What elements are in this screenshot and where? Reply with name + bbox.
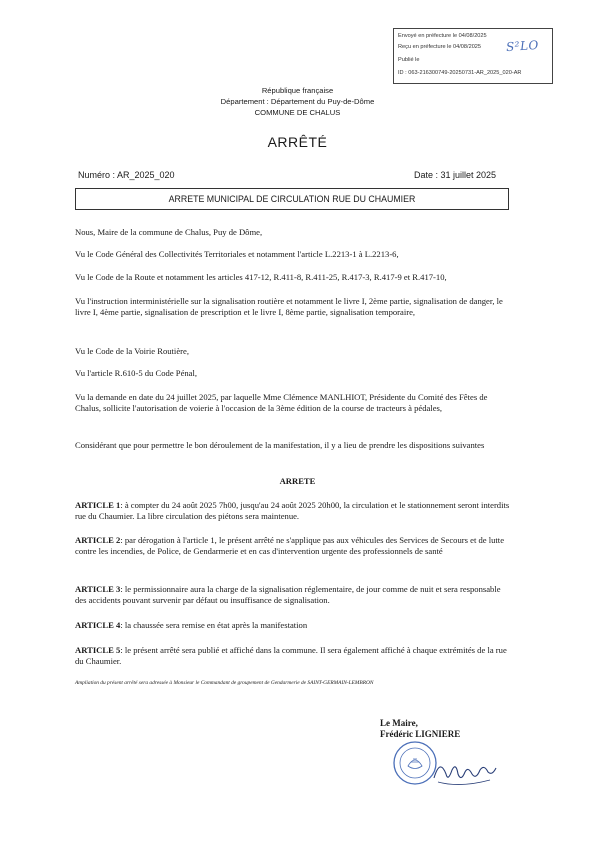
article-1-text: : à compter du 24 août 2025 7h00, jusqu'au 24 août 2025 20h00, la circulation et le stationnement seront interdits rue du Chaumier. La libre circulation des piétons sera maintenue. (75, 500, 510, 522)
article-5-label: ARTICLE 5 (75, 645, 121, 655)
stamp-published-line: Publié le (398, 57, 420, 63)
republique-line: République française (261, 86, 334, 95)
ampliation-note: Ampliation du présent arrêté sera adressée à Monsieur le Commandant de groupement de Gendarmerie de SAINT-GERMAIN-LEMBRON (75, 680, 374, 686)
intro-paragraph: Nous, Maire de la commune de Chalus, Puy de Dôme, (75, 227, 263, 237)
departement-line: Département : Département du Puy-de-Dôme (220, 97, 375, 106)
article-1 (75, 500, 513, 523)
article-3-label: ARTICLE 3 (75, 584, 121, 594)
arrete-heading: ARRETE (279, 476, 316, 486)
prefecture-stamp (393, 28, 553, 84)
code-penal-paragraph: Vu l'article R.610-5 du Code Pénal, (75, 368, 198, 378)
stamp-id-line: ID : 063-216300749-20250731-AR_2025_020-AR (398, 70, 522, 76)
commune-line: COMMUNE DE CHALUS (254, 108, 341, 117)
article-5-text: : le présent arrêté sera publié et affiché dans la commune. Il sera également affiché à chaque extrémités de la rue du Chaumier. (75, 645, 507, 667)
article-1-label: ARTICLE 1 (75, 500, 121, 510)
article-4-label: ARTICLE 4 (75, 620, 121, 630)
article-5 (75, 645, 513, 668)
article-2-text: : par dérogation à l'article 1, le présent arrêté ne s'applique pas aux véhicules des Services de Secours et de lutte contre les incendies, de Police, de Gendarmerie et en cas d'intervention urgente des professionnels de santé (75, 535, 505, 557)
arrete-object-box: ARRETE MUNICIPAL DE CIRCULATION RUE DU CHAUMIER (75, 188, 509, 210)
stamp-received-line: Reçu en préfecture le 04/08/2025 (398, 44, 482, 50)
considerant-paragraph: Considérant que pour permettre le bon déroulement de la manifestation, il y a lieu de prendre les dispositions suivantes (75, 440, 485, 450)
mayor-signature (430, 752, 500, 792)
voirie-paragraph: Vu le Code de la Voirie Routière, (75, 346, 189, 356)
stamp-handwritten-mark: S²LO (505, 37, 540, 55)
article-4 (75, 620, 513, 631)
article-4-text: : la chaussée sera remise en état après la manifestation (120, 620, 308, 630)
demande-paragraph: Vu la demande en date du 24 juillet 2025, par laquelle Mme Clémence MANLHIOT, Présidente du Comité des Fêtes de Chalus, sollicite l'autorisation de voierie à l'occasion de la 3ème édition de la course de tracteurs à pédales, (75, 392, 488, 414)
article-2 (75, 535, 513, 558)
code-route-paragraph: Vu le Code de la Route et notamment les articles 417-12, R.411-8, R.411-25, R.417-3, R.417-9 et R.417-10, (75, 272, 447, 282)
arrete-date: Date : 31 juillet 2025 (414, 170, 497, 180)
signatory-role: Le Maire, (380, 718, 418, 728)
signatory-name: Frédéric LIGNIERE (380, 729, 461, 739)
article-2-label: ARTICLE 2 (75, 535, 121, 545)
stamp-sent-line: Envoyé en préfecture le 04/08/2025 (398, 33, 487, 39)
article-3-text: : le permissionnaire aura la charge de la signalisation réglementaire, de jour comme de nuit et sera responsable des accidents pouvant survenir par défaut ou insuffisance de signalisation. (75, 584, 501, 606)
cgct-paragraph: Vu le Code Général des Collectivités Territoriales et notamment l'article L.2213-1 à L.2213-6, (75, 249, 399, 259)
article-3 (75, 584, 513, 607)
page-title: ARRÊTÉ (267, 134, 328, 150)
instruction-paragraph: Vu l'instruction interministérielle sur la signalisation routière et notamment le livre I, 2ème partie, signalisation de danger, le livre I, 4ème partie, signalisation de prescription et le livre I, 8ème partie, signalisation temporaire, (75, 296, 503, 318)
arrete-number: Numéro : AR_2025_020 (78, 170, 175, 180)
